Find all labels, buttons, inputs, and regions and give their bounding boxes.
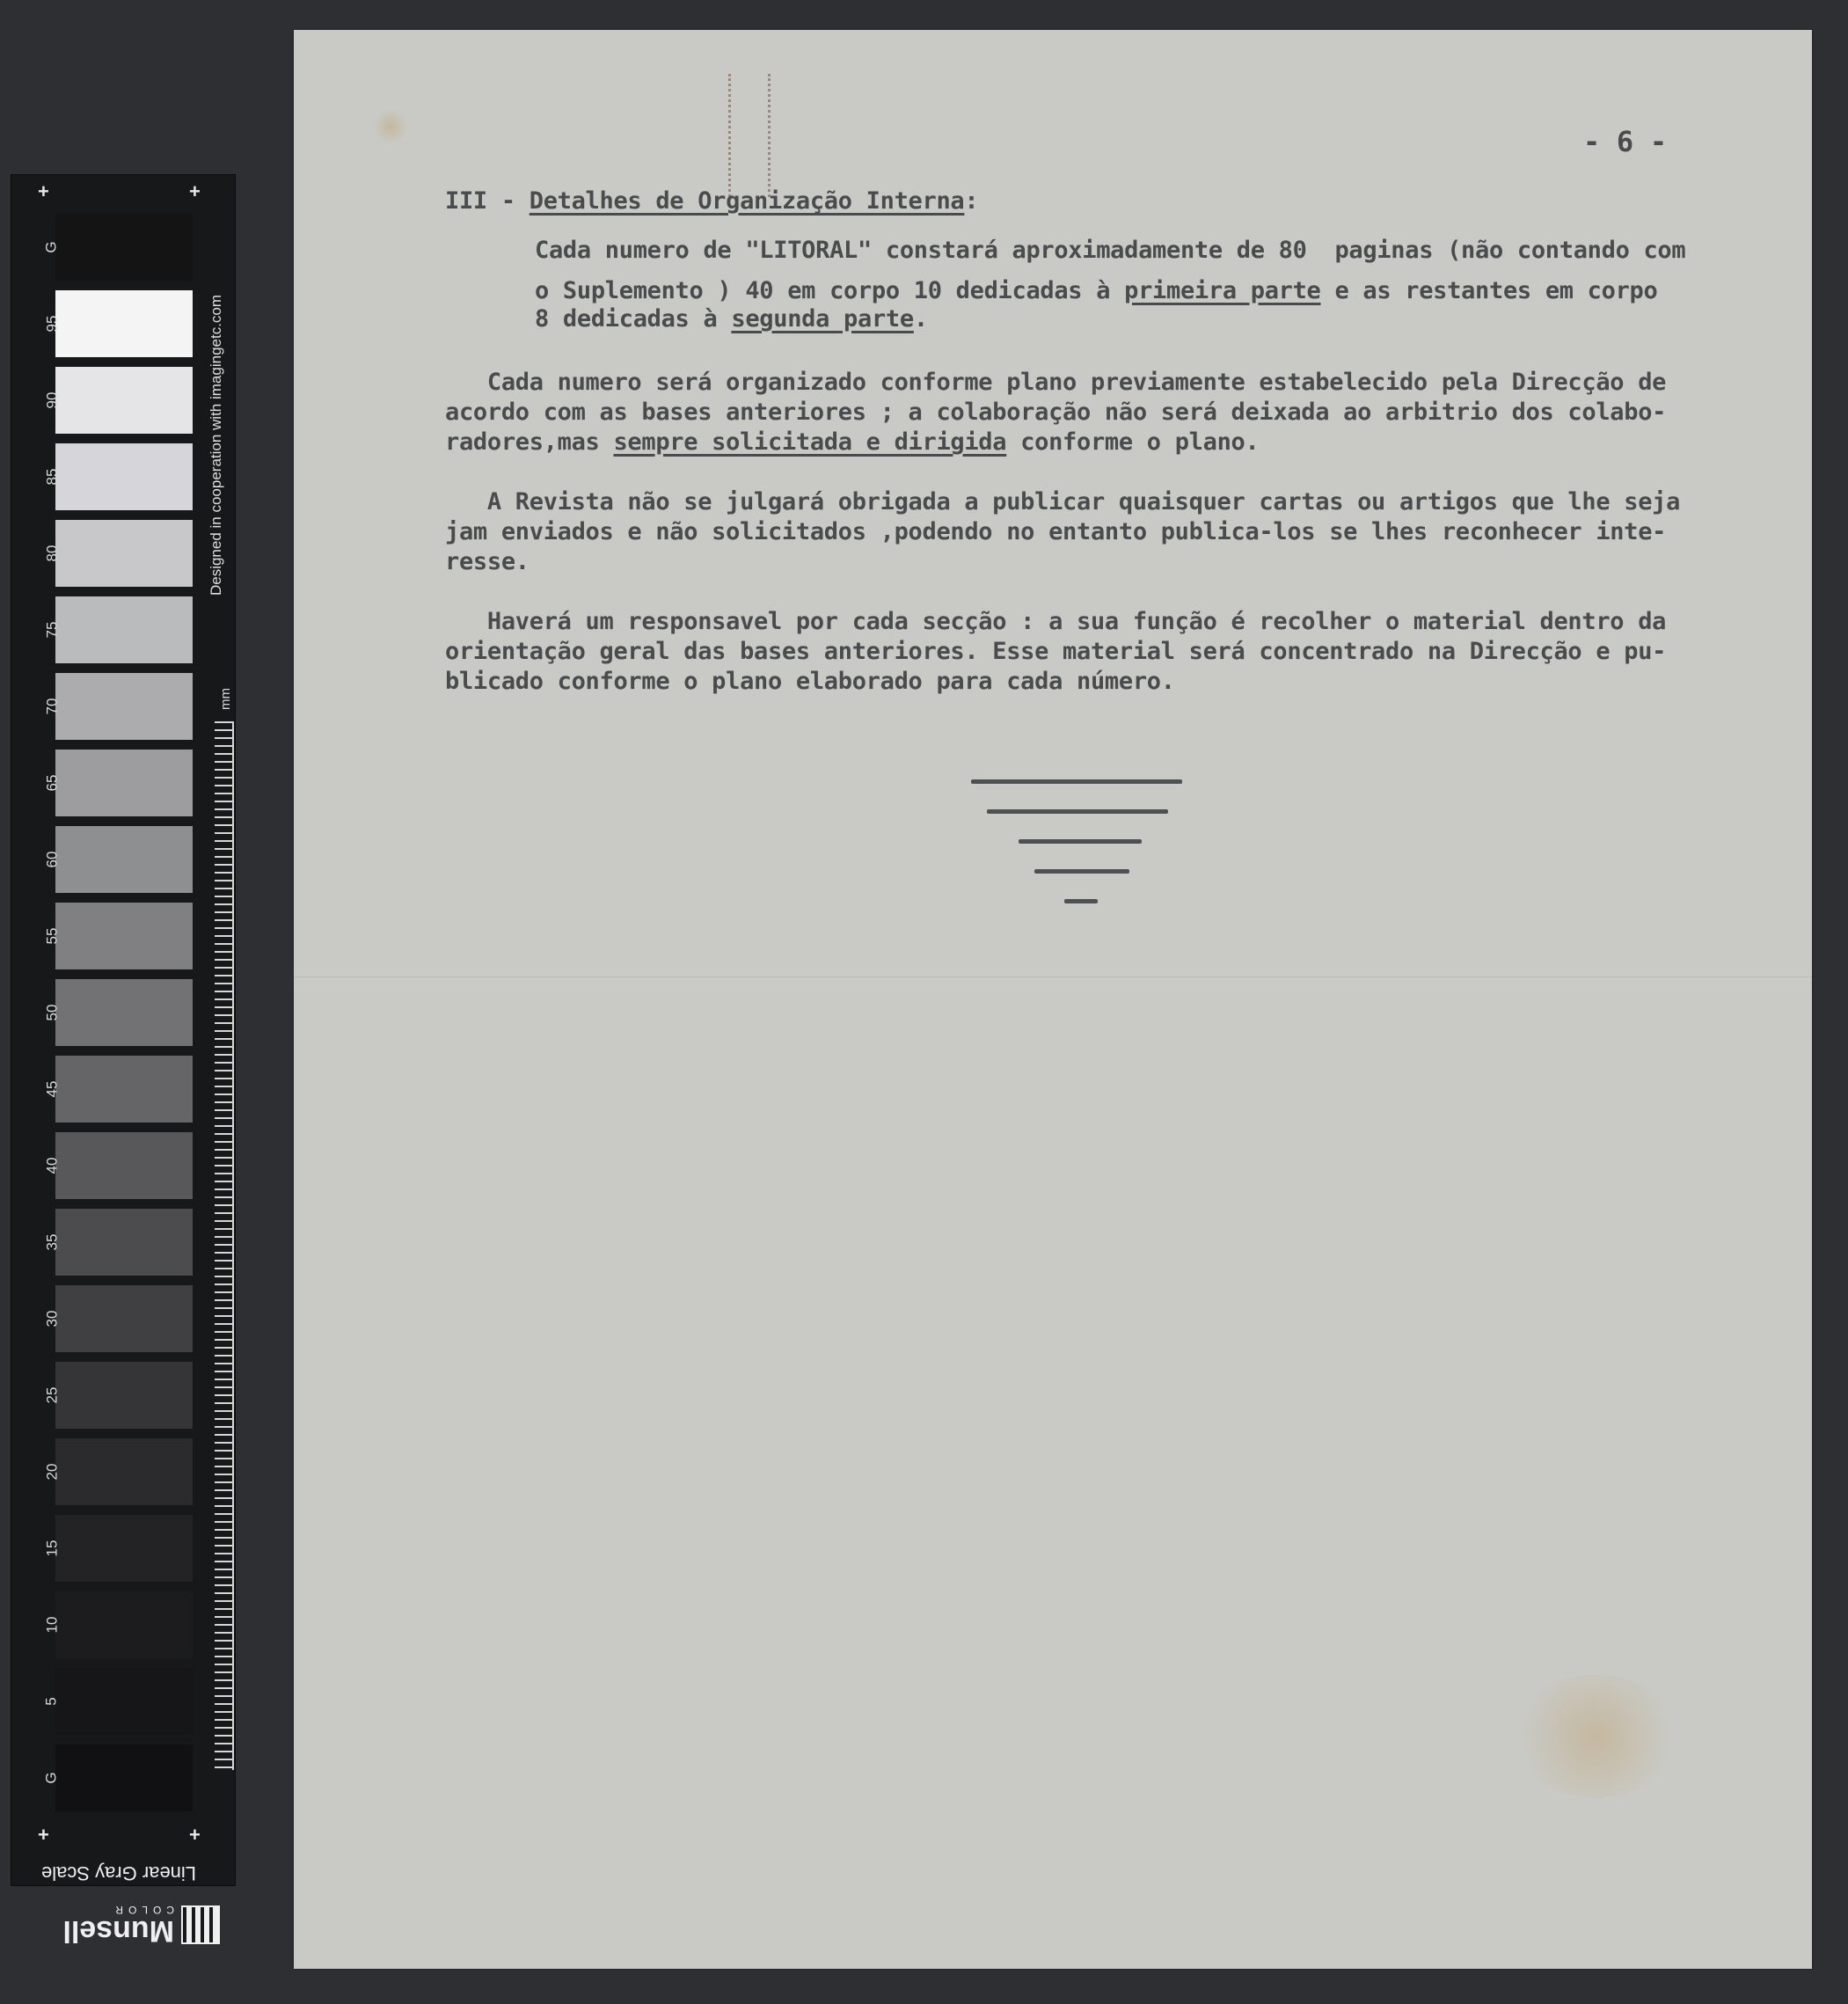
gray-patch-label: 45	[42, 1080, 60, 1098]
gray-patch	[55, 367, 193, 434]
stain	[373, 109, 408, 144]
paragraph-2	[445, 368, 1666, 457]
gray-patch-label: 20	[42, 1463, 60, 1481]
plus-mark: +	[38, 1824, 49, 1846]
end-mark-bar	[1019, 839, 1142, 844]
munsell-logo-icon	[183, 1907, 218, 1942]
gray-patch	[55, 1209, 193, 1276]
plus-mark: +	[189, 180, 201, 202]
text-line: 8 dedicadas à segunda parte.	[535, 305, 928, 333]
gray-patch	[55, 1515, 193, 1582]
text-line: jam enviados e não solicitados ,podendo no entanto publica-los se lhes reconhecer inte-	[445, 518, 1667, 545]
gray-patch-label: 15	[42, 1540, 60, 1557]
gray-patch-label: 40	[42, 1157, 60, 1174]
gray-patch-label: 95	[42, 315, 60, 333]
gray-patch-label: 65	[42, 774, 60, 792]
gray-patch	[55, 1056, 193, 1123]
text-line: radores,mas sempre solicitada e dirigida conforme o plano.	[445, 428, 1260, 456]
text-line: blicado conforme o plano elaborado para cada número.	[445, 668, 1175, 695]
end-mark-triangle	[971, 779, 1187, 911]
gray-patch	[55, 673, 193, 740]
gray-patch	[55, 750, 193, 816]
gray-patch	[55, 1362, 193, 1429]
plus-mark: +	[189, 1824, 201, 1846]
gray-patch	[55, 1591, 193, 1658]
scale-title: Linear Gray Scale	[40, 1862, 197, 1884]
mm-ruler	[215, 721, 234, 1770]
gray-patch	[55, 1132, 193, 1199]
gray-patch-label: 10	[42, 1616, 60, 1634]
text-line: Cada numero de "LITORAL" constará aproximadamente de 80 paginas (não contando com	[535, 237, 1686, 264]
gray-patch	[55, 1438, 193, 1505]
text-line: resse.	[445, 548, 530, 575]
page-number: - 6 -	[1583, 125, 1667, 158]
end-mark-bar	[1064, 899, 1098, 903]
gray-patch-label: 55	[42, 927, 60, 945]
ruler-unit-label: mm	[217, 687, 233, 710]
text-line: A Revista não se julgará obrigada a publicar quaisquer cartas ou artigos que lhe seja	[445, 488, 1681, 516]
gray-patch-label: 70	[42, 698, 60, 715]
text-line: o Suplemento ) 40 em corpo 10 dedicadas à primeira parte e as restantes em corpo	[535, 277, 1658, 304]
gray-patch	[55, 1285, 193, 1352]
gray-patch-label: 50	[42, 1004, 60, 1021]
gray-patch-label: 75	[42, 621, 60, 639]
text-line: Cada numero será organizado conforme plano previamente estabelecido pela Direcção de	[445, 369, 1667, 396]
brand-sub: COLOR	[110, 1904, 174, 1916]
gray-patch	[55, 290, 193, 357]
gray-patch-label: 85	[42, 468, 60, 486]
brand-name: Munsell	[62, 1914, 174, 1948]
end-mark-bar	[971, 779, 1182, 784]
gray-patch-label: G	[42, 1772, 60, 1784]
stain	[1508, 1675, 1684, 1798]
end-mark-bar	[1034, 869, 1129, 874]
mm-ruler-line	[232, 721, 234, 1770]
gray-patch	[55, 520, 193, 587]
text-line: acordo com as bases anteriores ; a colaboração não será deixada ao arbitrio dos colabo-	[445, 399, 1667, 426]
paragraph-3	[445, 487, 1680, 577]
gray-patch-label: 25	[42, 1386, 60, 1404]
plus-mark: +	[38, 180, 49, 202]
gray-patch-label: 35	[42, 1233, 60, 1251]
gray-patch-label: G	[42, 241, 60, 253]
gray-patch	[55, 979, 193, 1046]
gray-patch-label: 5	[43, 1697, 60, 1706]
text-line: Haverá um responsavel por cada secção : a sua função é recolher o material dentro da	[445, 608, 1667, 635]
gray-patch	[55, 596, 193, 663]
text-line: orientação geral das bases anteriores. Esse material será concentrado na Direcção e pu-	[445, 638, 1667, 665]
end-mark-bar	[987, 809, 1168, 814]
gray-patch	[55, 1744, 193, 1811]
paragraph-4	[445, 607, 1666, 697]
gray-patch	[55, 826, 193, 893]
munsell-brand	[42, 1900, 218, 1949]
section-heading: III - Detalhes de Organização Interna:	[445, 187, 979, 215]
gray-patch-label: 30	[42, 1310, 60, 1327]
staple-marks	[728, 74, 771, 197]
gray-patch	[55, 214, 193, 281]
paragraph-1	[535, 236, 1685, 345]
gray-patch-label: 60	[42, 851, 60, 868]
gray-patch-label: 90	[42, 391, 60, 409]
gray-patch-label: 80	[42, 545, 60, 562]
gray-patch	[55, 1668, 193, 1735]
gray-patch	[55, 443, 193, 510]
gray-patch	[55, 903, 193, 969]
credit-text: Designed in cooperation with imagingetc.com	[208, 294, 225, 596]
